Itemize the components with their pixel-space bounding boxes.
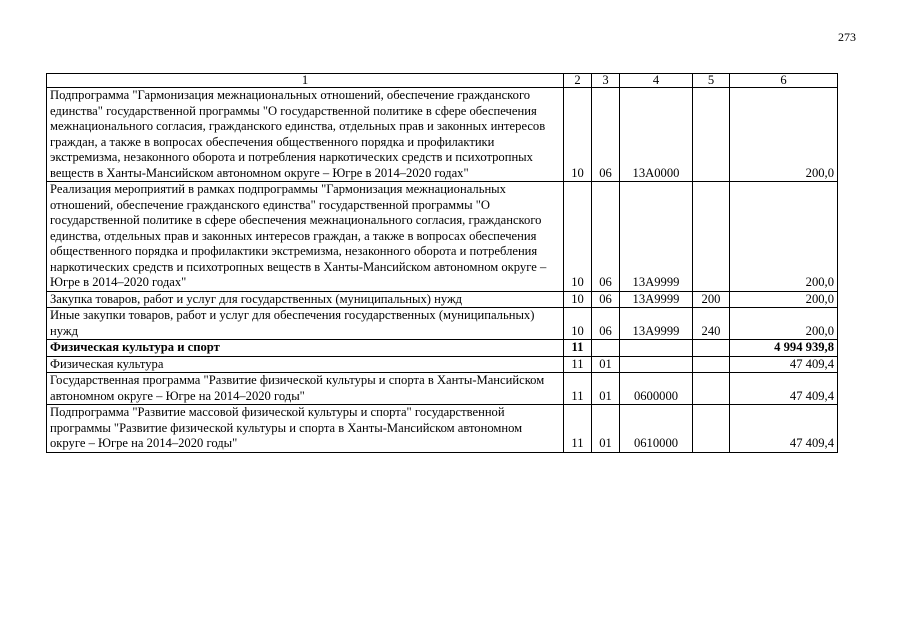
row-sum-cell: 47 409,4 (730, 356, 838, 373)
table-row (47, 373, 838, 405)
column-header-1: 1 (47, 74, 564, 88)
table-row (47, 88, 838, 182)
row-name-cell: Государственная программа "Развитие физической культуры и спорта в Ханты-Мансийском автономном округе – Югре на 2014–2020 годы" (47, 373, 564, 405)
row-subsection-cell: 01 (592, 405, 620, 453)
row-name-cell: Подпрограмма "Гармонизация межнациональных отношений, обеспечение гражданского единства" государственной программы "О государственной политике в сфере обеспечения межнационального согласия, гражданского единства, отдельных прав и законных интересов граждан, а также в вопросах обеспечения общественного порядка и профилактики экстремизма, незаконного оборота и потребления наркотических средств и психотропных веществ в Ханты-Мансийском автономном округе – Югре в 2014–2020 годах" (47, 88, 564, 182)
page-number: 273 (838, 30, 856, 44)
row-name-cell: Подпрограмма "Развитие массовой физической культуры и спорта" государственной программы "Развитие физической культуры и спорта в Ханты-Мансийском автономном округе – Югре на 2014–2020 годы" (47, 405, 564, 453)
row-sum-cell: 200,0 (730, 291, 838, 308)
column-header-3: 3 (592, 74, 620, 88)
row-subsection-cell: 06 (592, 88, 620, 182)
row-target-article-cell: 13А9999 (620, 291, 693, 308)
row-target-article-cell (620, 340, 693, 357)
row-sum-cell: 4 994 939,8 (730, 340, 838, 357)
column-header-5: 5 (693, 74, 730, 88)
row-section-cell: 11 (564, 405, 592, 453)
table-row (47, 182, 838, 292)
row-section-cell: 10 (564, 182, 592, 292)
row-subsection-cell: 01 (592, 356, 620, 373)
row-expense-type-cell (693, 182, 730, 292)
row-name-cell: Закупка товаров, работ и услуг для государственных (муниципальных) нужд (47, 291, 564, 308)
column-header-4: 4 (620, 74, 693, 88)
row-expense-type-cell (693, 356, 730, 373)
row-sum-cell: 47 409,4 (730, 373, 838, 405)
row-sum-cell: 200,0 (730, 88, 838, 182)
row-subsection-cell (592, 340, 620, 357)
row-name-cell: Иные закупки товаров, работ и услуг для обеспечения государственных (муниципальных) нужд (47, 308, 564, 340)
row-expense-type-cell (693, 340, 730, 357)
row-subsection-cell: 06 (592, 291, 620, 308)
row-expense-type-cell (693, 405, 730, 453)
table-row (47, 356, 838, 373)
row-expense-type-cell (693, 373, 730, 405)
row-subsection-cell: 06 (592, 308, 620, 340)
row-name-cell: Реализация мероприятий в рамках подпрограммы "Гармонизация межнациональных отношений, обеспечение гражданского единства" государственной программы "О государственной политике в сфере обеспечения межнационального согласия, гражданского единства, отдельных прав и законных интересов граждан, а также в вопросах обеспечения общественного порядка и профилактики экстремизма, незаконного оборота и потребления наркотических средств и психотропных веществ в Ханты-Мансийском автономном округе – Югре в 2014–2020 годах" (47, 182, 564, 292)
row-section-cell: 11 (564, 373, 592, 405)
row-subsection-cell: 01 (592, 373, 620, 405)
row-sum-cell: 200,0 (730, 182, 838, 292)
row-section-cell: 10 (564, 308, 592, 340)
row-section-cell: 11 (564, 356, 592, 373)
table-row (47, 405, 838, 453)
row-target-article-cell: 13А9999 (620, 182, 693, 292)
row-name-cell: Физическая культура (47, 356, 564, 373)
row-expense-type-cell: 240 (693, 308, 730, 340)
row-target-article-cell (620, 356, 693, 373)
row-name-cell: Физическая культура и спорт (47, 340, 564, 357)
row-expense-type-cell (693, 88, 730, 182)
table-header-row (47, 74, 838, 88)
table-row (47, 340, 838, 357)
row-target-article-cell: 13А9999 (620, 308, 693, 340)
row-expense-type-cell: 200 (693, 291, 730, 308)
row-subsection-cell: 06 (592, 182, 620, 292)
column-header-2: 2 (564, 74, 592, 88)
row-target-article-cell: 0610000 (620, 405, 693, 453)
row-sum-cell: 200,0 (730, 308, 838, 340)
row-section-cell: 10 (564, 291, 592, 308)
row-sum-cell: 47 409,4 (730, 405, 838, 453)
table-row (47, 291, 838, 308)
row-section-cell: 11 (564, 340, 592, 357)
row-target-article-cell: 13А0000 (620, 88, 693, 182)
row-section-cell: 10 (564, 88, 592, 182)
column-header-6: 6 (730, 74, 838, 88)
table-row (47, 308, 838, 340)
budget-table (46, 73, 838, 453)
row-target-article-cell: 0600000 (620, 373, 693, 405)
